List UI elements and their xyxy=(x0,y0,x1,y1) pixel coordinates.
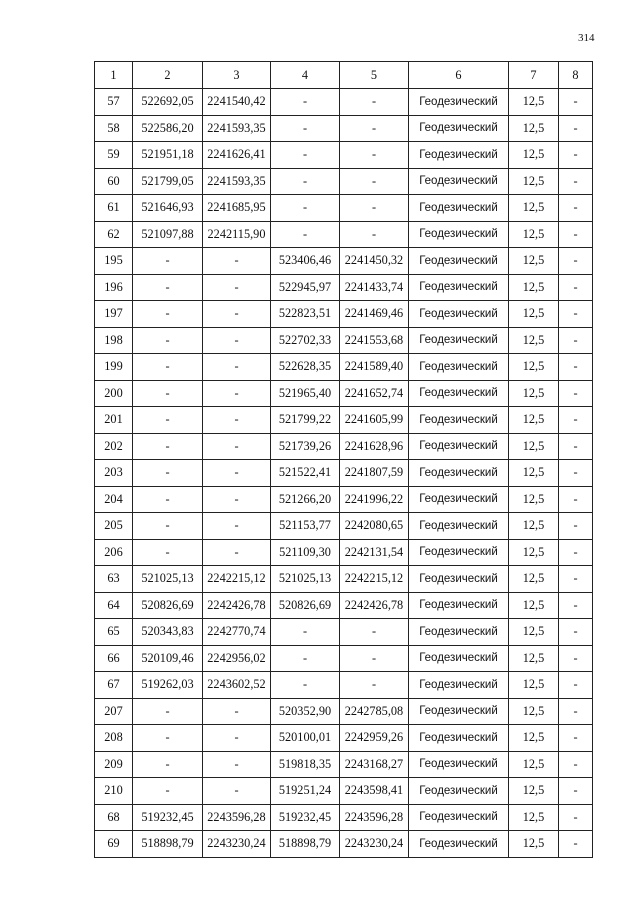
note-cell: - xyxy=(559,115,593,142)
note-cell: - xyxy=(559,592,593,619)
note-cell: - xyxy=(559,274,593,301)
y-coord-alt-cell: 2242426,78 xyxy=(340,592,409,619)
x-coord-cell: 519232,45 xyxy=(133,804,203,831)
accuracy-cell: 12,5 xyxy=(509,831,559,858)
note-cell: - xyxy=(559,407,593,434)
point-number-cell: 57 xyxy=(95,89,133,116)
x-coord-alt-cell: 521109,30 xyxy=(271,539,340,566)
note-cell: - xyxy=(559,248,593,275)
point-number-cell: 69 xyxy=(95,831,133,858)
note-cell: - xyxy=(559,301,593,328)
point-number-cell: 65 xyxy=(95,619,133,646)
point-number-cell: 68 xyxy=(95,804,133,831)
note-cell: - xyxy=(559,672,593,699)
accuracy-cell: 12,5 xyxy=(509,248,559,275)
accuracy-cell: 12,5 xyxy=(509,751,559,778)
y-coord-alt-cell: 2241433,74 xyxy=(340,274,409,301)
point-number-cell: 197 xyxy=(95,301,133,328)
point-number-cell: 206 xyxy=(95,539,133,566)
point-number-cell: 59 xyxy=(95,142,133,169)
column-header: 1 xyxy=(95,62,133,89)
table-row xyxy=(95,619,593,646)
y-coord-alt-cell: - xyxy=(340,115,409,142)
note-cell: - xyxy=(559,354,593,381)
method-cell: Геодезический xyxy=(409,248,509,275)
table-row xyxy=(95,380,593,407)
method-cell: Геодезический xyxy=(409,804,509,831)
y-coord-alt-cell: 2242785,08 xyxy=(340,698,409,725)
x-coord-cell: 521097,88 xyxy=(133,221,203,248)
y-coord-alt-cell: 2241628,96 xyxy=(340,433,409,460)
y-coord-alt-cell: - xyxy=(340,195,409,222)
y-coord-alt-cell: 2241605,99 xyxy=(340,407,409,434)
method-cell: Геодезический xyxy=(409,407,509,434)
x-coord-cell: 522586,20 xyxy=(133,115,203,142)
table-row xyxy=(95,142,593,169)
method-cell: Геодезический xyxy=(409,698,509,725)
x-coord-alt-cell: 519818,35 xyxy=(271,751,340,778)
x-coord-cell: 520826,69 xyxy=(133,592,203,619)
point-number-cell: 58 xyxy=(95,115,133,142)
y-coord-cell: 2242215,12 xyxy=(203,566,271,593)
table-row xyxy=(95,460,593,487)
x-coord-alt-cell: 520100,01 xyxy=(271,725,340,752)
x-coord-alt-cell: 521965,40 xyxy=(271,380,340,407)
y-coord-alt-cell: 2243596,28 xyxy=(340,804,409,831)
y-coord-cell: - xyxy=(203,274,271,301)
x-coord-cell: 521951,18 xyxy=(133,142,203,169)
method-cell: Геодезический xyxy=(409,142,509,169)
table-row xyxy=(95,513,593,540)
x-coord-alt-cell: 521153,77 xyxy=(271,513,340,540)
y-coord-alt-cell: 2241450,32 xyxy=(340,248,409,275)
table-row xyxy=(95,486,593,513)
y-coord-cell: - xyxy=(203,354,271,381)
accuracy-cell: 12,5 xyxy=(509,380,559,407)
x-coord-alt-cell: 521025,13 xyxy=(271,566,340,593)
table-row xyxy=(95,592,593,619)
note-cell: - xyxy=(559,460,593,487)
method-cell: Геодезический xyxy=(409,725,509,752)
y-coord-cell: - xyxy=(203,539,271,566)
method-cell: Геодезический xyxy=(409,195,509,222)
x-coord-alt-cell: 522823,51 xyxy=(271,301,340,328)
table-row xyxy=(95,778,593,805)
point-number-cell: 198 xyxy=(95,327,133,354)
accuracy-cell: 12,5 xyxy=(509,301,559,328)
column-header: 7 xyxy=(509,62,559,89)
table-row xyxy=(95,274,593,301)
x-coord-alt-cell: 520352,90 xyxy=(271,698,340,725)
x-coord-cell: - xyxy=(133,486,203,513)
method-cell: Геодезический xyxy=(409,380,509,407)
accuracy-cell: 12,5 xyxy=(509,513,559,540)
note-cell: - xyxy=(559,698,593,725)
method-cell: Геодезический xyxy=(409,354,509,381)
x-coord-cell: 521646,93 xyxy=(133,195,203,222)
y-coord-alt-cell: - xyxy=(340,142,409,169)
point-number-cell: 210 xyxy=(95,778,133,805)
method-cell: Геодезический xyxy=(409,327,509,354)
x-coord-cell: - xyxy=(133,327,203,354)
accuracy-cell: 12,5 xyxy=(509,698,559,725)
accuracy-cell: 12,5 xyxy=(509,221,559,248)
coordinates-table xyxy=(94,61,593,858)
column-header: 2 xyxy=(133,62,203,89)
table-row xyxy=(95,645,593,672)
method-cell: Геодезический xyxy=(409,831,509,858)
table-row xyxy=(95,751,593,778)
method-cell: Геодезический xyxy=(409,619,509,646)
point-number-cell: 62 xyxy=(95,221,133,248)
y-coord-cell: - xyxy=(203,460,271,487)
table-row xyxy=(95,698,593,725)
note-cell: - xyxy=(559,142,593,169)
point-number-cell: 67 xyxy=(95,672,133,699)
point-number-cell: 208 xyxy=(95,725,133,752)
x-coord-alt-cell: - xyxy=(271,195,340,222)
point-number-cell: 207 xyxy=(95,698,133,725)
accuracy-cell: 12,5 xyxy=(509,407,559,434)
y-coord-alt-cell: 2242215,12 xyxy=(340,566,409,593)
y-coord-cell: 2241685,95 xyxy=(203,195,271,222)
y-coord-alt-cell: 2243168,27 xyxy=(340,751,409,778)
y-coord-cell: - xyxy=(203,698,271,725)
y-coord-alt-cell: 2242959,26 xyxy=(340,725,409,752)
x-coord-cell: 520343,83 xyxy=(133,619,203,646)
method-cell: Геодезический xyxy=(409,221,509,248)
x-coord-cell: - xyxy=(133,751,203,778)
method-cell: Геодезический xyxy=(409,539,509,566)
accuracy-cell: 12,5 xyxy=(509,619,559,646)
y-coord-alt-cell: - xyxy=(340,221,409,248)
x-coord-cell: - xyxy=(133,407,203,434)
accuracy-cell: 12,5 xyxy=(509,778,559,805)
y-coord-alt-cell: 2241652,74 xyxy=(340,380,409,407)
x-coord-cell: 519262,03 xyxy=(133,672,203,699)
x-coord-alt-cell: 523406,46 xyxy=(271,248,340,275)
column-header: 6 xyxy=(409,62,509,89)
point-number-cell: 201 xyxy=(95,407,133,434)
y-coord-cell: - xyxy=(203,301,271,328)
point-number-cell: 64 xyxy=(95,592,133,619)
method-cell: Геодезический xyxy=(409,778,509,805)
point-number-cell: 205 xyxy=(95,513,133,540)
y-coord-cell: 2242770,74 xyxy=(203,619,271,646)
x-coord-cell: 522692,05 xyxy=(133,89,203,116)
point-number-cell: 209 xyxy=(95,751,133,778)
x-coord-alt-cell: 521739,26 xyxy=(271,433,340,460)
note-cell: - xyxy=(559,539,593,566)
table-row xyxy=(95,195,593,222)
y-coord-cell: - xyxy=(203,327,271,354)
table-row xyxy=(95,566,593,593)
x-coord-cell: 521025,13 xyxy=(133,566,203,593)
accuracy-cell: 12,5 xyxy=(509,725,559,752)
y-coord-cell: 2243596,28 xyxy=(203,804,271,831)
x-coord-cell: - xyxy=(133,513,203,540)
point-number-cell: 203 xyxy=(95,460,133,487)
accuracy-cell: 12,5 xyxy=(509,672,559,699)
x-coord-cell: - xyxy=(133,539,203,566)
note-cell: - xyxy=(559,778,593,805)
x-coord-cell: 518898,79 xyxy=(133,831,203,858)
y-coord-alt-cell: - xyxy=(340,645,409,672)
accuracy-cell: 12,5 xyxy=(509,274,559,301)
x-coord-cell: - xyxy=(133,248,203,275)
y-coord-cell: - xyxy=(203,778,271,805)
column-header: 8 xyxy=(559,62,593,89)
y-coord-cell: 2242426,78 xyxy=(203,592,271,619)
table-row xyxy=(95,89,593,116)
method-cell: Геодезический xyxy=(409,672,509,699)
note-cell: - xyxy=(559,831,593,858)
accuracy-cell: 12,5 xyxy=(509,566,559,593)
method-cell: Геодезический xyxy=(409,513,509,540)
x-coord-cell: - xyxy=(133,460,203,487)
y-coord-cell: - xyxy=(203,751,271,778)
method-cell: Геодезический xyxy=(409,274,509,301)
note-cell: - xyxy=(559,804,593,831)
page-number: 314 xyxy=(578,32,595,44)
y-coord-cell: - xyxy=(203,513,271,540)
y-coord-alt-cell: 2242131,54 xyxy=(340,539,409,566)
table-row xyxy=(95,539,593,566)
x-coord-alt-cell: 518898,79 xyxy=(271,831,340,858)
method-cell: Геодезический xyxy=(409,89,509,116)
x-coord-alt-cell: - xyxy=(271,168,340,195)
x-coord-alt-cell: - xyxy=(271,142,340,169)
table-row xyxy=(95,301,593,328)
table-row xyxy=(95,354,593,381)
note-cell: - xyxy=(559,433,593,460)
method-cell: Геодезический xyxy=(409,115,509,142)
x-coord-alt-cell: 520826,69 xyxy=(271,592,340,619)
point-number-cell: 195 xyxy=(95,248,133,275)
y-coord-cell: - xyxy=(203,407,271,434)
x-coord-alt-cell: 521522,41 xyxy=(271,460,340,487)
x-coord-cell: - xyxy=(133,725,203,752)
table-row xyxy=(95,115,593,142)
note-cell: - xyxy=(559,195,593,222)
method-cell: Геодезический xyxy=(409,486,509,513)
table-row xyxy=(95,168,593,195)
method-cell: Геодезический xyxy=(409,645,509,672)
point-number-cell: 200 xyxy=(95,380,133,407)
x-coord-cell: - xyxy=(133,778,203,805)
note-cell: - xyxy=(559,221,593,248)
x-coord-cell: - xyxy=(133,380,203,407)
x-coord-alt-cell: - xyxy=(271,645,340,672)
note-cell: - xyxy=(559,566,593,593)
table-row xyxy=(95,248,593,275)
point-number-cell: 204 xyxy=(95,486,133,513)
accuracy-cell: 12,5 xyxy=(509,804,559,831)
accuracy-cell: 12,5 xyxy=(509,115,559,142)
method-cell: Геодезический xyxy=(409,592,509,619)
x-coord-alt-cell: 522702,33 xyxy=(271,327,340,354)
x-coord-cell: 521799,05 xyxy=(133,168,203,195)
point-number-cell: 66 xyxy=(95,645,133,672)
x-coord-alt-cell: - xyxy=(271,89,340,116)
y-coord-alt-cell: 2241589,40 xyxy=(340,354,409,381)
x-coord-cell: - xyxy=(133,274,203,301)
accuracy-cell: 12,5 xyxy=(509,433,559,460)
note-cell: - xyxy=(559,327,593,354)
y-coord-cell: 2241593,35 xyxy=(203,168,271,195)
y-coord-alt-cell: - xyxy=(340,672,409,699)
y-coord-cell: 2241593,35 xyxy=(203,115,271,142)
y-coord-alt-cell: 2241469,46 xyxy=(340,301,409,328)
column-header: 3 xyxy=(203,62,271,89)
note-cell: - xyxy=(559,513,593,540)
y-coord-alt-cell: 2243230,24 xyxy=(340,831,409,858)
y-coord-alt-cell: - xyxy=(340,619,409,646)
note-cell: - xyxy=(559,168,593,195)
column-header: 5 xyxy=(340,62,409,89)
x-coord-cell: - xyxy=(133,698,203,725)
accuracy-cell: 12,5 xyxy=(509,539,559,566)
note-cell: - xyxy=(559,751,593,778)
table-body xyxy=(95,89,593,858)
method-cell: Геодезический xyxy=(409,751,509,778)
note-cell: - xyxy=(559,89,593,116)
point-number-cell: 199 xyxy=(95,354,133,381)
header-row xyxy=(95,62,593,89)
y-coord-cell: 2241626,41 xyxy=(203,142,271,169)
x-coord-cell: 520109,46 xyxy=(133,645,203,672)
x-coord-alt-cell: 522945,97 xyxy=(271,274,340,301)
point-number-cell: 63 xyxy=(95,566,133,593)
accuracy-cell: 12,5 xyxy=(509,645,559,672)
accuracy-cell: 12,5 xyxy=(509,486,559,513)
y-coord-alt-cell: - xyxy=(340,89,409,116)
accuracy-cell: 12,5 xyxy=(509,592,559,619)
y-coord-alt-cell: 2243598,41 xyxy=(340,778,409,805)
note-cell: - xyxy=(559,645,593,672)
table-row xyxy=(95,672,593,699)
x-coord-alt-cell: - xyxy=(271,221,340,248)
accuracy-cell: 12,5 xyxy=(509,89,559,116)
y-coord-cell: 2242956,02 xyxy=(203,645,271,672)
y-coord-cell: 2243230,24 xyxy=(203,831,271,858)
x-coord-alt-cell: 521799,22 xyxy=(271,407,340,434)
x-coord-alt-cell: 521266,20 xyxy=(271,486,340,513)
method-cell: Геодезический xyxy=(409,168,509,195)
y-coord-alt-cell: 2241553,68 xyxy=(340,327,409,354)
x-coord-alt-cell: 522628,35 xyxy=(271,354,340,381)
note-cell: - xyxy=(559,380,593,407)
y-coord-cell: - xyxy=(203,380,271,407)
note-cell: - xyxy=(559,725,593,752)
y-coord-alt-cell: 2242080,65 xyxy=(340,513,409,540)
table-row xyxy=(95,725,593,752)
x-coord-alt-cell: - xyxy=(271,672,340,699)
point-number-cell: 60 xyxy=(95,168,133,195)
x-coord-cell: - xyxy=(133,433,203,460)
note-cell: - xyxy=(559,619,593,646)
table-row xyxy=(95,433,593,460)
x-coord-alt-cell: 519232,45 xyxy=(271,804,340,831)
x-coord-cell: - xyxy=(133,301,203,328)
accuracy-cell: 12,5 xyxy=(509,327,559,354)
column-header: 4 xyxy=(271,62,340,89)
method-cell: Геодезический xyxy=(409,460,509,487)
method-cell: Геодезический xyxy=(409,433,509,460)
y-coord-cell: - xyxy=(203,725,271,752)
y-coord-alt-cell: 2241807,59 xyxy=(340,460,409,487)
accuracy-cell: 12,5 xyxy=(509,168,559,195)
point-number-cell: 202 xyxy=(95,433,133,460)
y-coord-cell: - xyxy=(203,248,271,275)
point-number-cell: 196 xyxy=(95,274,133,301)
x-coord-cell: - xyxy=(133,354,203,381)
x-coord-alt-cell: - xyxy=(271,619,340,646)
point-number-cell: 61 xyxy=(95,195,133,222)
y-coord-cell: 2241540,42 xyxy=(203,89,271,116)
table-row xyxy=(95,831,593,858)
table-row xyxy=(95,327,593,354)
accuracy-cell: 12,5 xyxy=(509,460,559,487)
x-coord-alt-cell: - xyxy=(271,115,340,142)
y-coord-cell: - xyxy=(203,486,271,513)
table-row xyxy=(95,221,593,248)
accuracy-cell: 12,5 xyxy=(509,354,559,381)
x-coord-alt-cell: 519251,24 xyxy=(271,778,340,805)
method-cell: Геодезический xyxy=(409,301,509,328)
table-row xyxy=(95,407,593,434)
accuracy-cell: 12,5 xyxy=(509,195,559,222)
table-row xyxy=(95,804,593,831)
y-coord-cell: 2243602,52 xyxy=(203,672,271,699)
y-coord-alt-cell: 2241996,22 xyxy=(340,486,409,513)
accuracy-cell: 12,5 xyxy=(509,142,559,169)
y-coord-alt-cell: - xyxy=(340,168,409,195)
method-cell: Геодезический xyxy=(409,566,509,593)
y-coord-cell: - xyxy=(203,433,271,460)
y-coord-cell: 2242115,90 xyxy=(203,221,271,248)
note-cell: - xyxy=(559,486,593,513)
